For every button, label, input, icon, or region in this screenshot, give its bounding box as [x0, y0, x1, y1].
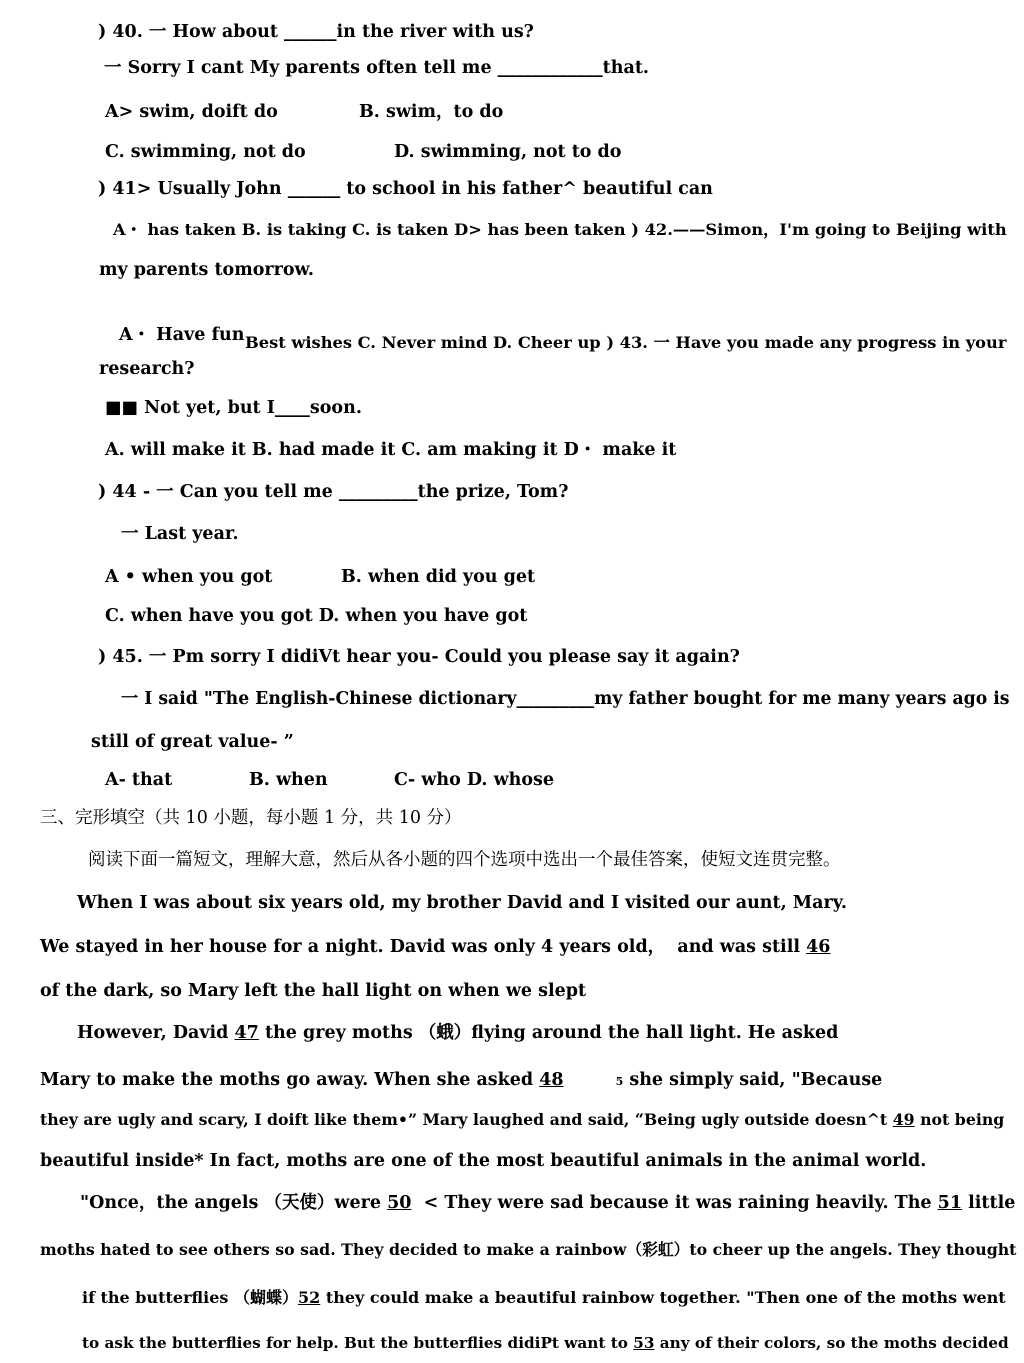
option-40-d: D. swimming, not to do — [394, 142, 622, 162]
passage-line-8: "Once，the angels （天使）were 50 < They were sad because it was raining heavily. The 51 little — [80, 1193, 1016, 1213]
option-45-b: B. when — [249, 770, 328, 790]
blank-53: 53 — [633, 1334, 655, 1352]
blank-50: 50 — [387, 1193, 412, 1213]
option-45-cd: C- who D. whose — [394, 770, 555, 790]
question-42-continued: my parents tomorrow. — [99, 260, 314, 280]
question-40-reply: 一 Sorry I cant My parents often tell me ____________that. — [104, 58, 649, 78]
blank-52: 52 — [298, 1288, 321, 1307]
blank-46: 46 — [806, 937, 831, 957]
option-44-b: B. when did you get — [341, 567, 536, 587]
question-41: ) 41> Usually John ______ to school in his father^ beautiful can — [98, 179, 713, 199]
passage-line-11: to ask the butterflies for help. But the butterflies didiPt want to 53 any of their colors, so the moths decided — [82, 1334, 1009, 1352]
option-41-and-question-42: A・ has taken B. is taking C. is taken D> has been taken ) 42.——Simon，I'm going to Beijing with — [113, 220, 1007, 239]
option-42-a: A・ Have fun — [119, 325, 245, 345]
passage-line-6: they are ugly and scary, I doift like them•” Mary laughed and said, “Being ugly outside doesn^t 49 not being — [40, 1110, 1005, 1129]
passage-line-3: of the dark, so Mary left the hall light on when we slept — [40, 981, 587, 1001]
question-40: ) 40. 一 How about ______in the river with us? — [98, 22, 534, 42]
question-45-reply: 一 I said "The English-Chinese dictionary_________my father bought for me many years ago is — [121, 689, 1010, 709]
question-45: ) 45. 一 Pm sorry I didiVt hear you- Could you please say it again? — [98, 647, 740, 667]
passage-line-5: Mary to make the moths go away. When she asked 48 5 she simply said, "Because — [40, 1070, 883, 1090]
question-44-reply: 一 Last year. — [121, 524, 239, 544]
option-42-rest-and-question-43: Best wishes C. Never mind D. Cheer up ) 43. 一 Have you made any progress in your — [245, 333, 1007, 352]
passage-line-7: beautiful inside* In fact, moths are one of the most beautiful animals in the animal world. — [40, 1151, 927, 1171]
blank-49: 49 — [892, 1110, 915, 1129]
section-instructions: 阅读下面一篇短文，理解大意，然后从各小题的四个选项中选出一个最佳答案，使短文连贯完整。 — [88, 850, 841, 870]
options-44-cd: C. when have you got D. when you have got — [105, 606, 528, 626]
question-43-reply: ■■ Not yet, but I____soon. — [105, 398, 362, 418]
question-43-continued: research? — [99, 359, 195, 379]
options-43: A. will make it B. had made it C. am making it D・ make it — [105, 440, 677, 460]
question-44: ) 44 - 一 Can you tell me _________the prize, Tom? — [98, 482, 569, 502]
passage-line-10: if the butterflies （蝴蝶）52 they could make a beautiful rainbow together. "Then one of the moths went — [82, 1288, 1006, 1307]
blank-48: 48 — [539, 1070, 564, 1090]
passage-line-1: When I was about six years old, my brother David and I visited our aunt, Mary. — [77, 893, 847, 913]
blank-47: 47 — [234, 1023, 259, 1043]
passage-line-4: However, David 47 the grey moths （蛾）flying around the hall light. He asked — [77, 1023, 839, 1043]
option-44-a: A • when you got — [105, 567, 273, 587]
passage-line-2: We stayed in her house for a night. David was only 4 years old， and was still 46 — [40, 937, 831, 957]
option-40-b: B. swim，to do — [359, 102, 504, 122]
option-40-a: A> swim, doift do — [105, 102, 278, 122]
section-heading: 三、完形填空（共 10 小题，每小题 1 分，共 10 分） — [40, 808, 462, 828]
option-45-a: A- that — [105, 770, 173, 790]
passage-line-9: moths hated to see others so sad. They decided to make a rainbow（彩虹）to cheer up the angels. They thought — [40, 1240, 1017, 1259]
question-45-continued: still of great value- ” — [91, 732, 294, 752]
blank-51: 51 — [937, 1193, 963, 1213]
option-40-c: C. swimming, not do — [105, 142, 306, 162]
